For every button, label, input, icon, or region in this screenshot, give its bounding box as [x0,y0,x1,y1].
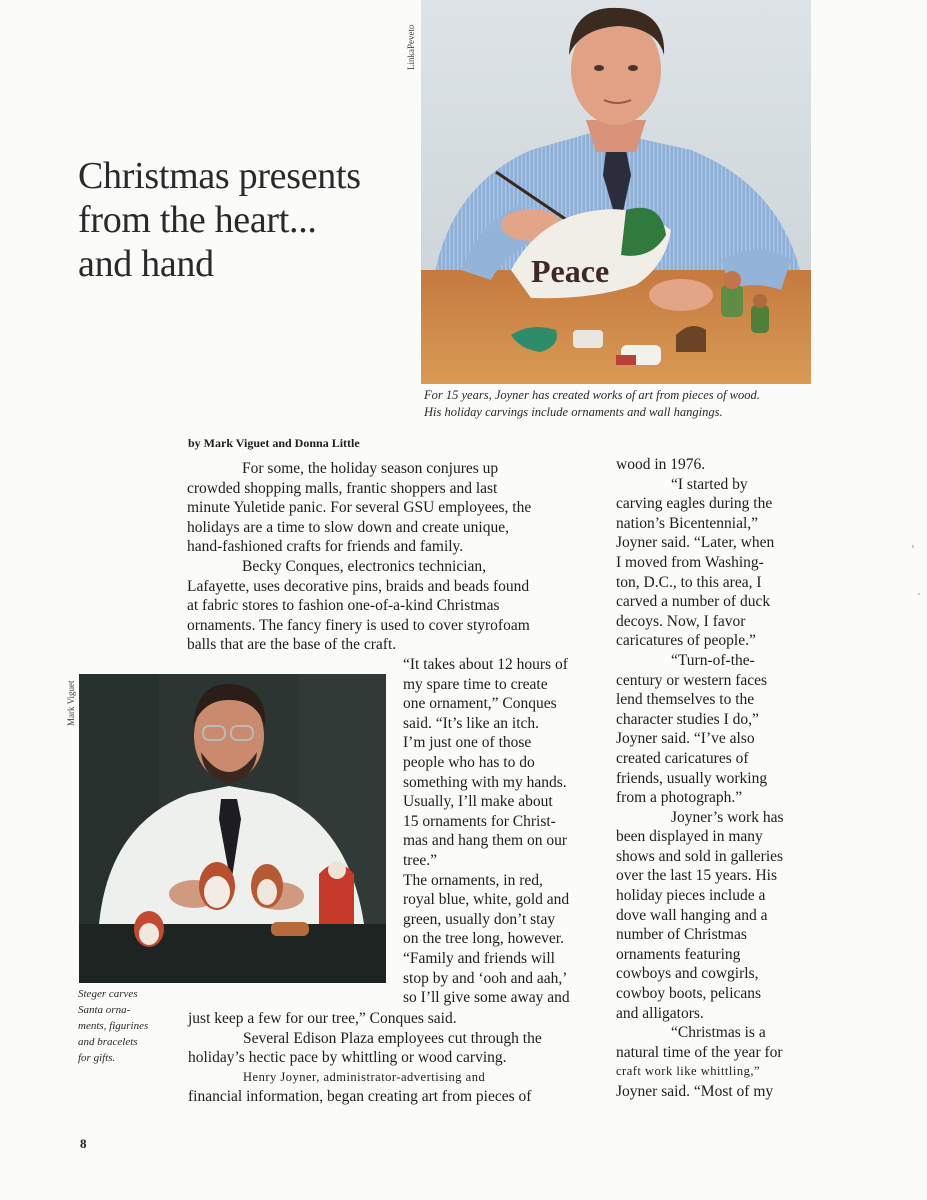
paragraph-line: something with my hands. [403,773,567,791]
paragraph-line: Henry Joyner, administrator-advertising and [243,1069,486,1084]
photo-steger-illustration [79,674,386,983]
paragraph-line: nation’s Bicentennial,” [616,514,759,532]
column-1-bottom [188,1009,608,1107]
column-middle [403,655,608,1008]
scan-speck [918,593,920,595]
paragraph-line: ornaments featuring [616,945,741,963]
paragraph-line: natural time of the year for [616,1043,783,1061]
caption-line: For 15 years, Joyner has created works of art from pieces of wood. [424,388,760,402]
paragraph-line: decoys. Now, I favor [616,612,746,630]
paragraph-line: balls that are the base of the craft. [187,636,397,654]
paragraph-line: Joyner said. “Later, when [616,534,775,552]
paragraph-line: century or western faces [616,671,768,689]
paragraph-line: over the last 15 years. His [616,867,777,885]
paragraph-line: Several Edison Plaza employees cut through the [243,1029,542,1047]
paragraph-line: cowboy boots, pelicans [616,985,762,1003]
paragraph-line: lend themselves to the [616,691,755,709]
paragraph-line: I’m just one of those [403,734,532,752]
paragraph-line: holiday pieces include a [616,887,766,905]
paragraph-line: wood in 1976. [616,456,706,473]
paragraph-line: carving eagles during the [616,495,773,513]
title-line: and hand [78,243,214,285]
paragraph-line: Usually, I’ll make about [403,793,553,811]
paragraph-line: at fabric stores to fashion one-of-a-kind Christmas [187,597,500,615]
paragraph-line: “It takes about 12 hours of [403,656,568,673]
paragraph-line: on the tree long, however. [403,930,564,948]
paragraph-line: financial information, began creating art from pieces of [188,1088,532,1106]
paragraph-line: friends, usually working [616,769,768,787]
paragraph-line: green, usually don’t stay [403,910,556,928]
paragraph-line: For some, the holiday season conjures up [242,460,499,477]
page-number: 8 [80,1136,87,1151]
paragraph-line: 15 ornaments for Christ- [403,812,556,830]
paragraph-line: carved a number of duck [616,593,771,611]
photo-joyner-carving [421,0,811,384]
title-line: from the heart... [78,199,317,241]
paragraph-line: crowded shopping malls, frantic shoppers and last [187,479,498,497]
paragraph-line: I moved from Washing- [616,553,764,571]
paragraph-line: holidays are a time to slow down and create unique, [187,518,509,536]
paragraph-line: Joyner’s work has [671,808,784,826]
paragraph-line: “I started by [671,475,748,493]
column-right [616,455,826,1102]
paragraph-line: cowboys and cowgirls, [616,965,759,983]
paragraph-line: been displayed in many [616,828,763,846]
paragraph-line: ornaments. The fancy finery is used to cover styrofoam [187,616,530,634]
byline: by Mark Viguet and Donna Little [188,436,360,450]
paragraph-line: number of Christmas [616,926,747,944]
paragraph-line: mas and hang them on our [403,832,568,850]
photo-credit-top: LinkaPeveto [406,24,416,70]
paragraph-line: people who has to do [403,753,535,771]
paragraph-line: stop by and ‘ooh and aah,’ [403,969,568,987]
caption-line: ments, figurines [78,1020,149,1032]
column-1-top [187,459,607,655]
photo-joyner-illustration [421,0,811,384]
paragraph-line: “Christmas is a [671,1024,766,1042]
photo-credit-left: Mark Viguet [66,680,76,726]
caption-line: His holiday carvings include ornaments and wall hangings. [424,405,723,419]
paragraph-line: ton, D.C., to this area, I [616,573,762,591]
paragraph-line: created caricatures of [616,749,749,767]
peace-sign-text: Peace [531,253,610,289]
caption-line: Steger carves [78,988,138,1000]
paragraph-line: so I’ll give some away and [403,989,570,1007]
title-line: Christmas presents [78,155,361,197]
caption-line: Santa orna- [78,1004,131,1016]
paragraph-line: and alligators. [616,1004,704,1022]
article-title [78,154,408,286]
paragraph-line: dove wall hanging and a [616,906,768,924]
paragraph-line: hand-fashioned crafts for friends and family. [187,538,464,556]
photo-left-caption [78,986,178,1066]
paragraph-line: shows and sold in galleries [616,847,784,865]
paragraph-line: The ornaments, in red, [403,871,543,889]
paragraph-line: “Turn-of-the- [671,651,755,669]
photo-top-caption [424,387,824,421]
caption-line: for gifts. [78,1052,116,1064]
photo-steger-ornaments [79,674,386,983]
paragraph-line: royal blue, white, gold and [403,891,570,909]
paragraph-line: just keep a few for our tree,” Conques said. [188,1010,457,1027]
paragraph-line: Joyner said. “Most of my [616,1083,774,1100]
paragraph-line: holiday’s hectic pace by whittling or wood carving. [188,1049,507,1067]
paragraph-line: said. “It’s like an itch. [403,714,540,732]
paragraph-line: “Family and friends will [403,949,555,967]
paragraph-line: caricatures of people.” [616,632,756,650]
paragraph-line: from a photograph.” [616,789,743,807]
paragraph-line: one ornament,” Conques [403,695,557,713]
paragraph-line: Lafayette, uses decorative pins, braids and beads found [187,577,530,595]
paragraph-line: tree.” [403,851,437,869]
paragraph-line: my spare time to create [403,675,548,693]
paragraph-line: Joyner said. “I’ve also [616,730,755,748]
paragraph-line: character studies I do,” [616,710,759,728]
scan-speck [912,545,914,548]
caption-line: and bracelets [78,1036,138,1048]
paragraph-line: Becky Conques, electronics technician, [242,557,487,575]
paragraph-line: craft work like whittling,” [616,1064,761,1079]
paragraph-line: minute Yuletide panic. For several GSU employees, the [187,499,532,517]
